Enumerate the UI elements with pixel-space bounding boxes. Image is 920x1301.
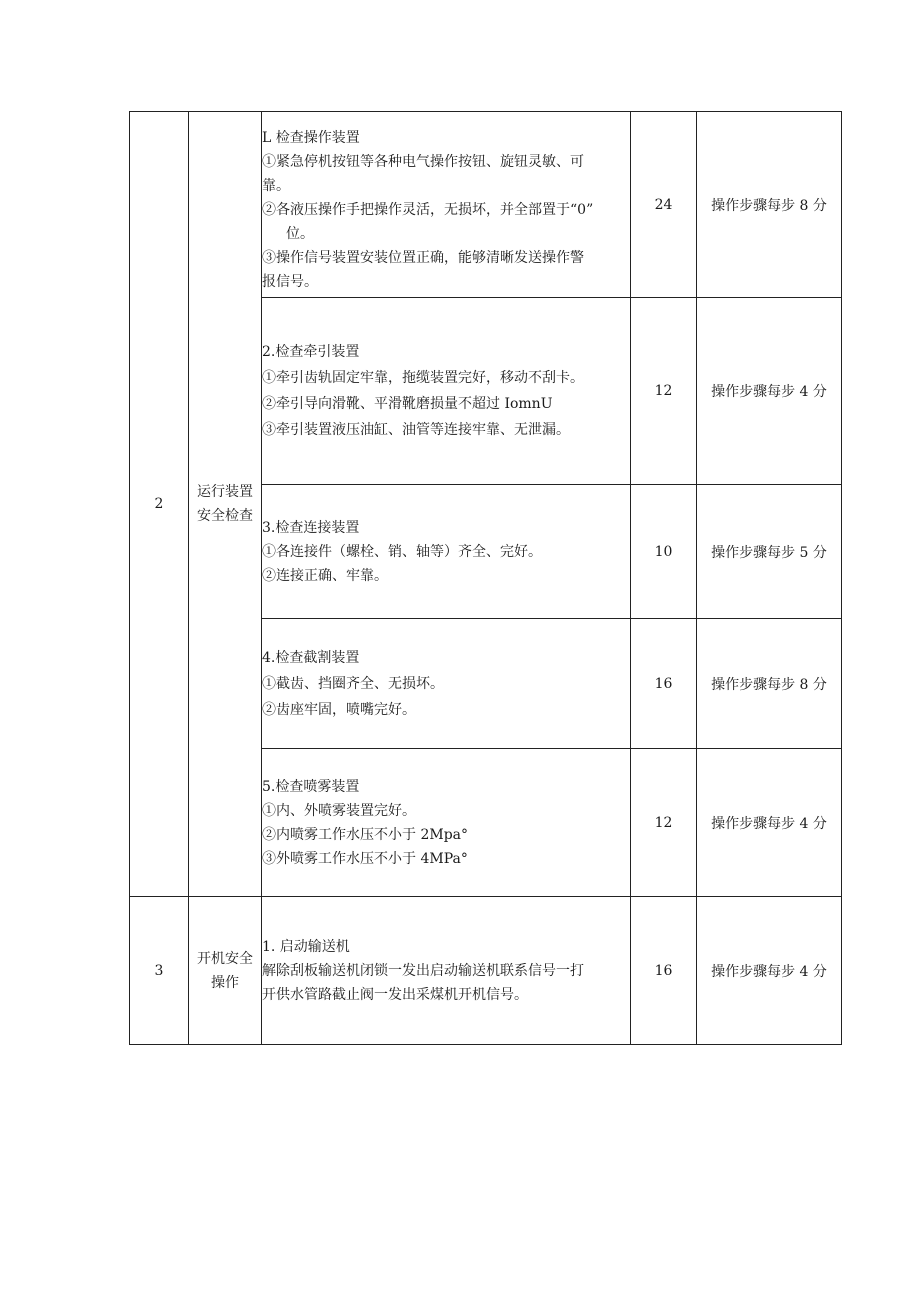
content-line: ②各液压操作手把操作灵活，无损坏，并全部置于“0” [262, 201, 594, 218]
score-cell: 24 [631, 112, 697, 298]
row-number: 2 [130, 112, 189, 897]
content-line: ①各连接件（螺栓、销、轴等）齐全、完好。 [262, 543, 542, 560]
item-name [189, 897, 262, 1045]
score-cell: 16 [631, 619, 697, 749]
content-line: 开供水管路截止阀一发出采煤机开机信号。 [262, 986, 528, 1003]
table-row [130, 112, 842, 298]
row-number: 3 [130, 897, 189, 1045]
content-cell [262, 619, 631, 749]
standard-cell: 操作步骤每步 4 分 [697, 749, 842, 897]
content-line: ①截齿、挡圈齐全、无损坏。 [262, 675, 444, 692]
item-name-line: 操作 [211, 974, 239, 991]
content-line: ③操作信号装置安装位置正确，能够清晰发送操作警 [262, 249, 584, 266]
content-line: ②内喷雾工作水压不小于 2Mpa° [262, 826, 469, 843]
standard-cell: 操作步骤每步 4 分 [697, 298, 842, 485]
standard-cell: 操作步骤每步 5 分 [697, 485, 842, 619]
content-line: 4.检查截割装置 [262, 649, 360, 666]
score-cell: 10 [631, 485, 697, 619]
content-line: ①牵引齿轨固定牢靠，拖缆装置完好，移动不刮卡。 [262, 370, 584, 386]
content-line: ①内、外喷雾装置完好。 [262, 802, 416, 819]
item-name-line: 运行装置 [197, 484, 253, 500]
table-row [130, 897, 842, 1045]
score-cell: 16 [631, 897, 697, 1045]
content-line: 解除刮板输送机闭锁一发出启动输送机联系信号一打 [262, 962, 584, 979]
content-line: ②连接正确、牢靠。 [262, 567, 388, 584]
content-line: 2.检查牵引装置 [262, 344, 360, 360]
assessment-table [129, 111, 842, 1045]
content-line: 靠。 [262, 177, 290, 194]
item-name-line: 安全检查 [197, 508, 253, 524]
standard-cell: 操作步骤每步 8 分 [697, 112, 842, 298]
content-cell [262, 298, 631, 485]
content-line: 位。 [286, 225, 314, 242]
item-name-line: 开机安全 [197, 950, 253, 967]
content-line: 1. 启动输送机 [262, 938, 350, 955]
content-cell [262, 112, 631, 298]
content-line: ②牵引导向滑靴、平滑靴磨损量不超过 IomnU [262, 396, 553, 412]
standard-cell: 操作步骤每步 8 分 [697, 619, 842, 749]
content-line: 5.检查喷雾装置 [262, 778, 360, 795]
content-cell [262, 749, 631, 897]
content-line: ③外喷雾工作水压不小于 4MPa° [262, 850, 468, 867]
standard-cell: 操作步骤每步 4 分 [697, 897, 842, 1045]
content-line: L 检查操作装置 [262, 129, 360, 146]
content-cell [262, 485, 631, 619]
score-cell: 12 [631, 298, 697, 485]
content-line: 报信号。 [262, 273, 318, 290]
content-line: ①紧急停机按钮等各种电气操作按钮、旋钮灵敏、可 [262, 153, 584, 170]
content-line: 3.检查连接装置 [262, 519, 360, 536]
score-cell: 12 [631, 749, 697, 897]
content-line: ②齿座牢固，喷嘴完好。 [262, 701, 416, 718]
content-cell [262, 897, 631, 1045]
content-line: ③牵引装置液压油缸、油管等连接牢靠、无泄漏。 [262, 422, 570, 438]
item-name [189, 112, 262, 897]
